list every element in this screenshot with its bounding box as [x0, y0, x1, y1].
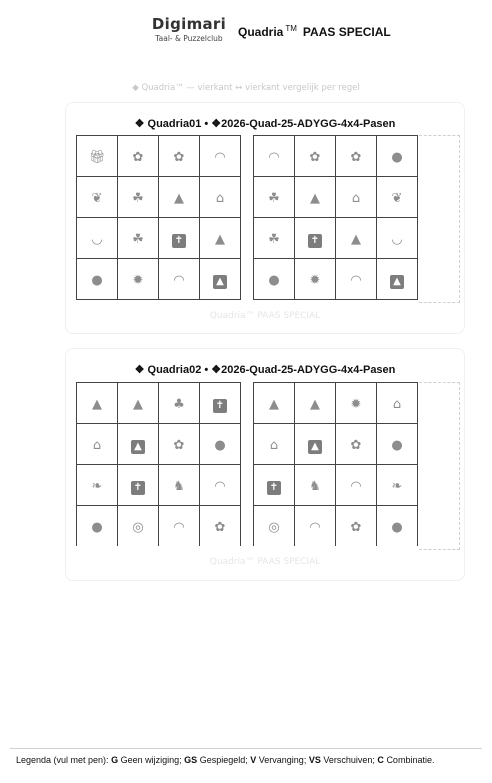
cross-icon: ✝ — [308, 234, 322, 248]
grid-cell — [254, 424, 295, 465]
spiral-icon: ◎ — [268, 520, 280, 535]
rainbow-icon: ◠ — [350, 273, 362, 288]
church-icon: ⌂ — [392, 397, 402, 412]
footer-divider — [10, 748, 482, 749]
digimari-logo — [144, 15, 234, 43]
flower-icon: ✿ — [173, 150, 185, 165]
landscape-icon: ▲ — [390, 275, 404, 289]
grid-cell — [295, 218, 336, 259]
grid-cell — [200, 383, 241, 424]
sun-icon: ✹ — [309, 273, 321, 288]
grid-cell — [295, 136, 336, 177]
basket-icon: ◡ — [91, 232, 103, 247]
landscape-icon: ▲ — [131, 440, 145, 454]
cross-icon: ✝ — [267, 481, 281, 495]
church-icon: ⌂ — [269, 438, 279, 453]
grid-cell — [295, 383, 336, 424]
grid-cell — [159, 136, 200, 177]
grid-cell — [336, 424, 377, 465]
grid-row — [254, 506, 418, 547]
grid-row — [254, 177, 418, 218]
legend — [16, 755, 434, 765]
grid-cell — [377, 177, 418, 218]
grid-row — [77, 465, 241, 506]
grid-cell — [336, 136, 377, 177]
answer-column[interactable] — [419, 135, 460, 303]
grid-row — [254, 424, 418, 465]
logo-tagline: Taal- & Puzzelclub — [155, 34, 223, 43]
legend-key-gs: GS — [184, 755, 198, 765]
chick-icon: ▲ — [310, 191, 320, 206]
chick-icon: ▲ — [269, 397, 279, 412]
grid-cell — [200, 218, 241, 259]
watermark: Quadria™ PAAS SPECIAL — [209, 311, 321, 321]
grid-cell — [77, 259, 118, 300]
rainbow-icon: ◠ — [214, 150, 226, 165]
grid-cell — [336, 465, 377, 506]
grid-cell — [377, 259, 418, 300]
grid-row — [77, 424, 241, 465]
left-grid — [76, 382, 241, 546]
grid-cell — [254, 259, 295, 300]
flower-icon: ✿ — [350, 150, 362, 165]
grid-cell — [377, 506, 418, 547]
grid-row — [77, 259, 241, 300]
grid-row — [77, 177, 241, 218]
grid-cell — [336, 506, 377, 547]
grid-row — [77, 136, 241, 177]
egg-icon: ● — [391, 438, 403, 453]
grid-cell — [118, 506, 159, 547]
grid-cell — [254, 465, 295, 506]
title-suffix: PAAS SPECIAL — [302, 25, 391, 39]
church-icon: ⌂ — [92, 438, 102, 453]
grid-cell — [159, 177, 200, 218]
grid-cell — [377, 383, 418, 424]
legend-text-v: Vervanging; — [258, 755, 307, 765]
grid-cell — [159, 259, 200, 300]
grid-cell — [200, 465, 241, 506]
flower-icon: ✿ — [350, 520, 362, 535]
grid-row — [254, 218, 418, 259]
trademark-mark: TM — [285, 24, 297, 33]
chick-icon: ▲ — [310, 397, 320, 412]
legend-key-vs: VS — [308, 755, 321, 765]
chick-icon: ▲ — [92, 397, 102, 412]
egg-icon: ● — [391, 150, 403, 165]
clover-icon: ☘ — [268, 232, 280, 247]
grid-cell — [118, 259, 159, 300]
grid-cell — [159, 465, 200, 506]
puzzle-title: ❖ Quadria01 • ❖2026-Quad-25-ADYGG-4x4-Pasen — [134, 118, 396, 130]
grid-cell — [377, 424, 418, 465]
legend-key-v: V — [250, 755, 257, 765]
grid-cell — [336, 259, 377, 300]
grid-cell — [159, 424, 200, 465]
flower-icon: ✿ — [173, 438, 185, 453]
grid-cell — [295, 424, 336, 465]
grid-cell — [77, 424, 118, 465]
grid-cell — [295, 465, 336, 506]
grid-cell — [118, 136, 159, 177]
sun-icon: ✹ — [350, 397, 362, 412]
grid-cell — [77, 218, 118, 259]
right-grid — [253, 135, 418, 300]
grid-cell — [295, 259, 336, 300]
sun-icon: ✹ — [132, 273, 144, 288]
grid-row — [77, 218, 241, 259]
grid-cell — [118, 465, 159, 506]
legend-key-g: G — [111, 755, 119, 765]
chick-icon: ▲ — [215, 232, 225, 247]
bird-icon: ❦ — [391, 191, 403, 206]
leaf-icon: ❧ — [91, 479, 103, 494]
grid-cell — [200, 136, 241, 177]
grid-cell — [336, 218, 377, 259]
flower-icon: ✿ — [214, 520, 226, 535]
rabbit-icon: ♞ — [173, 479, 185, 494]
grid-row — [77, 383, 241, 424]
rainbow-icon: ◠ — [350, 479, 362, 494]
grid-cell — [200, 259, 241, 300]
grid-cell — [77, 506, 118, 547]
grid-cell — [159, 218, 200, 259]
puzzle-panel-2 — [65, 348, 465, 581]
flower-icon: ✿ — [350, 438, 362, 453]
right-grid — [253, 382, 418, 546]
sprout-icon: ♣ — [173, 397, 185, 412]
grid-cell — [159, 506, 200, 547]
grid-cell — [77, 383, 118, 424]
church-icon: ⌂ — [351, 191, 361, 206]
bird-icon: ❦ — [91, 191, 103, 206]
clover-icon: ☘ — [268, 191, 280, 206]
grid-row — [254, 259, 418, 300]
answer-column[interactable] — [419, 382, 460, 550]
chick-icon: ▲ — [133, 397, 143, 412]
logo-name: Digimari — [151, 15, 227, 33]
page-header — [0, 0, 492, 60]
egg-icon: ● — [91, 273, 103, 288]
rainbow-icon: ◠ — [309, 520, 321, 535]
egg-icon: ● — [91, 520, 103, 535]
chick-icon: ▲ — [351, 232, 361, 247]
grid-cell — [377, 218, 418, 259]
egg-icon: ● — [268, 273, 280, 288]
gift-icon: 🎁︎ — [89, 150, 106, 165]
legend-key-c: C — [377, 755, 384, 765]
rainbow-icon: ◠ — [173, 520, 185, 535]
grid-row — [254, 465, 418, 506]
grid-cell — [295, 177, 336, 218]
rabbit-icon: ♞ — [309, 479, 321, 494]
grid-cell — [118, 383, 159, 424]
grid-cell — [200, 424, 241, 465]
cross-icon: ✝ — [213, 399, 227, 413]
grid-cell — [118, 218, 159, 259]
grid-cell — [336, 177, 377, 218]
grid-cell — [200, 506, 241, 547]
grid-cell — [159, 383, 200, 424]
flower-icon: ✿ — [132, 150, 144, 165]
grid-cell — [254, 506, 295, 547]
legend-text-g: Geen wijziging; — [120, 755, 182, 765]
church-icon: ⌂ — [215, 191, 225, 206]
grid-cell — [200, 177, 241, 218]
grid-cell — [295, 506, 336, 547]
puzzle-title: ❖ Quadria02 • ❖2026-Quad-25-ADYGG-4x4-Pasen — [134, 364, 396, 376]
grid-cell — [77, 177, 118, 218]
legend-text-vs: Verschuiven; — [323, 755, 375, 765]
cross-icon: ✝ — [131, 481, 145, 495]
left-grid — [76, 135, 241, 300]
grid-cell — [77, 465, 118, 506]
grid-cell — [377, 465, 418, 506]
clover-icon: ☘ — [132, 191, 144, 206]
grid-row — [77, 506, 241, 547]
title-text: Quadria — [238, 25, 284, 39]
grid-cell — [336, 383, 377, 424]
basket-icon: ◡ — [391, 232, 403, 247]
grid-cell — [377, 136, 418, 177]
landscape-icon: ▲ — [213, 275, 227, 289]
rainbow-icon: ◠ — [268, 150, 280, 165]
grid-cell — [254, 218, 295, 259]
grid-cell — [254, 136, 295, 177]
egg-icon: ● — [391, 520, 403, 535]
watermark: Quadria™ PAAS SPECIAL — [209, 557, 321, 567]
grid-row — [254, 383, 418, 424]
egg-icon: ● — [214, 438, 226, 453]
landscape-icon: ▲ — [308, 440, 322, 454]
rainbow-icon: ◠ — [173, 273, 185, 288]
chick-icon: ▲ — [174, 191, 184, 206]
grid-cell — [118, 177, 159, 218]
grid-row — [254, 136, 418, 177]
puzzle-panel-1 — [65, 102, 465, 334]
page-title — [238, 24, 391, 39]
leaf-icon: ❧ — [391, 479, 403, 494]
grid-cell — [254, 383, 295, 424]
cross-icon: ✝ — [172, 234, 186, 248]
grid-cell — [77, 136, 118, 177]
clover-icon: ☘ — [132, 232, 144, 247]
spiral-icon: ◎ — [132, 520, 144, 535]
legend-text-gs: Gespiegeld; — [199, 755, 248, 765]
flower-icon: ✿ — [309, 150, 321, 165]
legend-text-c: Combinatie. — [386, 755, 435, 765]
legend-prefix: Legenda (vul met pen): — [16, 755, 109, 765]
rainbow-icon: ◠ — [214, 479, 226, 494]
grid-cell — [254, 177, 295, 218]
page-subtitle: ◆ Quadria™ — vierkant ↔ vierkant vergelijk per regel — [132, 83, 360, 93]
grid-cell — [118, 424, 159, 465]
